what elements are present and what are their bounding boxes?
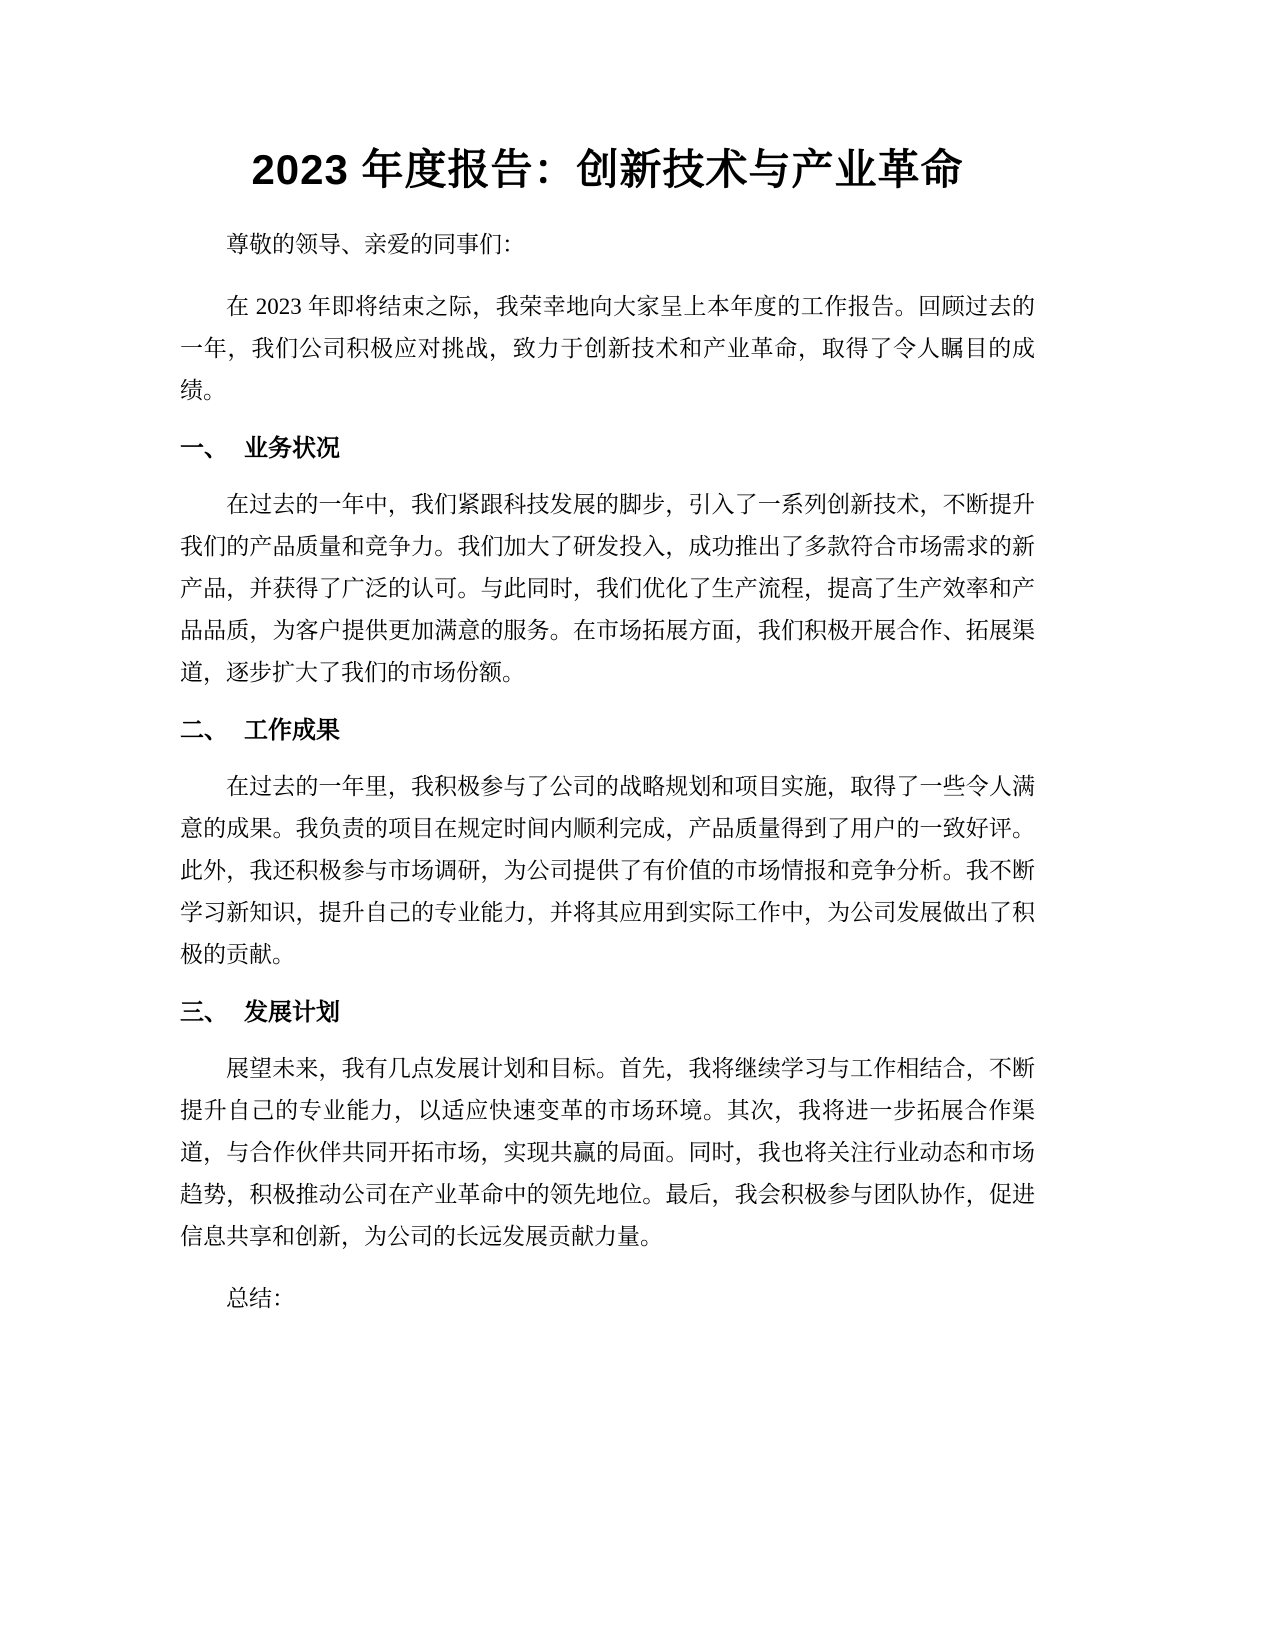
- section-title: 工作成果: [244, 717, 340, 744]
- section-body-business: 在过去的一年中，我们紧跟科技发展的脚步，引入了一系列创新技术，不断提升我们的产品质量和竞争力。我们加大了研发投入，成功推出了多款符合市场需求的新产品，并获得了广泛的认可。与此同时，我们优化了生产流程，提高了生产效率和产品品质，为客户提供更加满意的服务。在市场拓展方面，我们积极开展合作、拓展渠道，逐步扩大了我们的市场份额。: [180, 492, 1035, 685]
- intro-paragraph: 在 2023 年即将结束之际，我荣幸地向大家呈上本年度的工作报告。回顾过去的一年，我们公司积极应对挑战，致力于创新技术和产业革命，取得了令人瞩目的成绩。: [180, 294, 1035, 403]
- section-number: 一、: [180, 435, 228, 462]
- section-heading-plan: [180, 996, 1035, 1030]
- section-heading-business: [180, 432, 1035, 466]
- section-number: 二、: [180, 717, 228, 744]
- section-title: 发展计划: [244, 999, 340, 1026]
- section-number: 三、: [180, 999, 228, 1026]
- section-heading-results: [180, 714, 1035, 748]
- section-body-results: 在过去的一年里，我积极参与了公司的战略规划和项目实施，取得了一些令人满意的成果。我负责的项目在规定时间内顺利完成，产品质量得到了用户的一致好评。此外，我还积极参与市场调研，为公司提供了有价值的市场情报和竞争分析。我不断学习新知识，提升自己的专业能力，并将其应用到实际工作中，为公司发展做出了积极的贡献。: [180, 774, 1035, 967]
- document-page: [180, 140, 1035, 1340]
- section-title: 业务状况: [244, 435, 340, 462]
- closing-label: 总结：: [226, 1286, 295, 1311]
- greeting: 尊敬的领导、亲爱的同事们：: [226, 232, 525, 257]
- document-title: 2023 年度报告：创新技术与产业革命: [251, 146, 964, 193]
- section-body-plan: 展望未来，我有几点发展计划和目标。首先，我将继续学习与工作相结合，不断提升自己的专业能力，以适应快速变革的市场环境。其次，我将进一步拓展合作渠道，与合作伙伴共同开拓市场，实现共赢的局面。同时，我也将关注行业动态和市场趋势，积极推动公司在产业革命中的领先地位。最后，我会积极参与团队协作，促进信息共享和创新，为公司的长远发展贡献力量。: [180, 1056, 1035, 1249]
